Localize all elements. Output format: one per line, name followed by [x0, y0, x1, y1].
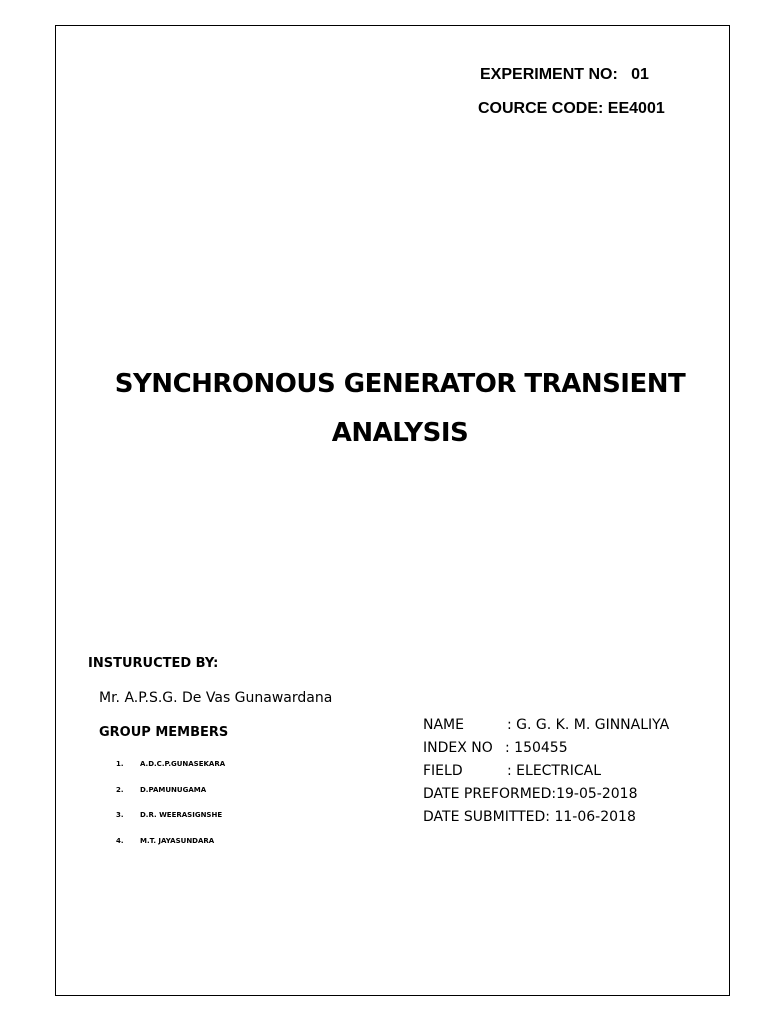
- experiment-number: [480, 66, 649, 84]
- member-number: 4.: [116, 837, 124, 845]
- name-value: : G. G. K. M. GINNALIYA: [507, 717, 670, 733]
- index-value: : 150455: [505, 740, 568, 756]
- detail-row-index: [423, 737, 669, 760]
- date-performed-value: 19-05-2018: [556, 786, 638, 802]
- course-label: COURCE CODE:: [478, 100, 604, 117]
- experiment-label: EXPERIMENT NO:: [480, 66, 618, 83]
- instructed-by-label: INSTURUCTED BY:: [88, 656, 219, 671]
- field-value: : ELECTRICAL: [507, 763, 601, 779]
- detail-row-name: [423, 714, 669, 737]
- index-label: INDEX NO: [423, 740, 493, 756]
- title-line-2: ANALYSIS: [331, 418, 469, 448]
- member-number: 2.: [116, 786, 124, 794]
- experiment-value: 01: [631, 66, 649, 83]
- group-member: [116, 760, 225, 768]
- member-name: D.PAMUNUGAMA: [140, 786, 207, 794]
- student-details: [423, 714, 669, 829]
- member-name: M.T. JAYASUNDARA: [140, 837, 215, 845]
- course-code: [478, 100, 665, 118]
- title-line-1: SYNCHRONOUS GENERATOR TRANSIENT: [114, 369, 686, 399]
- date-submitted-label: DATE SUBMITTED:: [423, 809, 551, 825]
- group-members-label: GROUP MEMBERS: [99, 725, 229, 740]
- detail-row-date-performed: [423, 783, 669, 806]
- course-value: EE4001: [607, 100, 665, 117]
- group-member: [116, 786, 206, 794]
- detail-row-field: [423, 760, 669, 783]
- name-label: NAME: [423, 717, 464, 733]
- detail-row-date-submitted: [423, 806, 669, 829]
- member-number: 1.: [116, 760, 124, 768]
- page-border: [55, 25, 730, 996]
- field-label: FIELD: [423, 763, 463, 779]
- instructor-name: Mr. A.P.S.G. De Vas Gunawardana: [99, 690, 333, 706]
- group-member: [116, 837, 214, 845]
- member-name: A.D.C.P.GUNASEKARA: [140, 760, 226, 768]
- date-performed-label: DATE PREFORMED:: [423, 786, 557, 802]
- member-number: 3.: [116, 811, 124, 819]
- member-name: D.R. WEERASIGNSHE: [140, 811, 223, 819]
- group-member: [116, 811, 222, 819]
- date-submitted-value: 11-06-2018: [554, 809, 636, 825]
